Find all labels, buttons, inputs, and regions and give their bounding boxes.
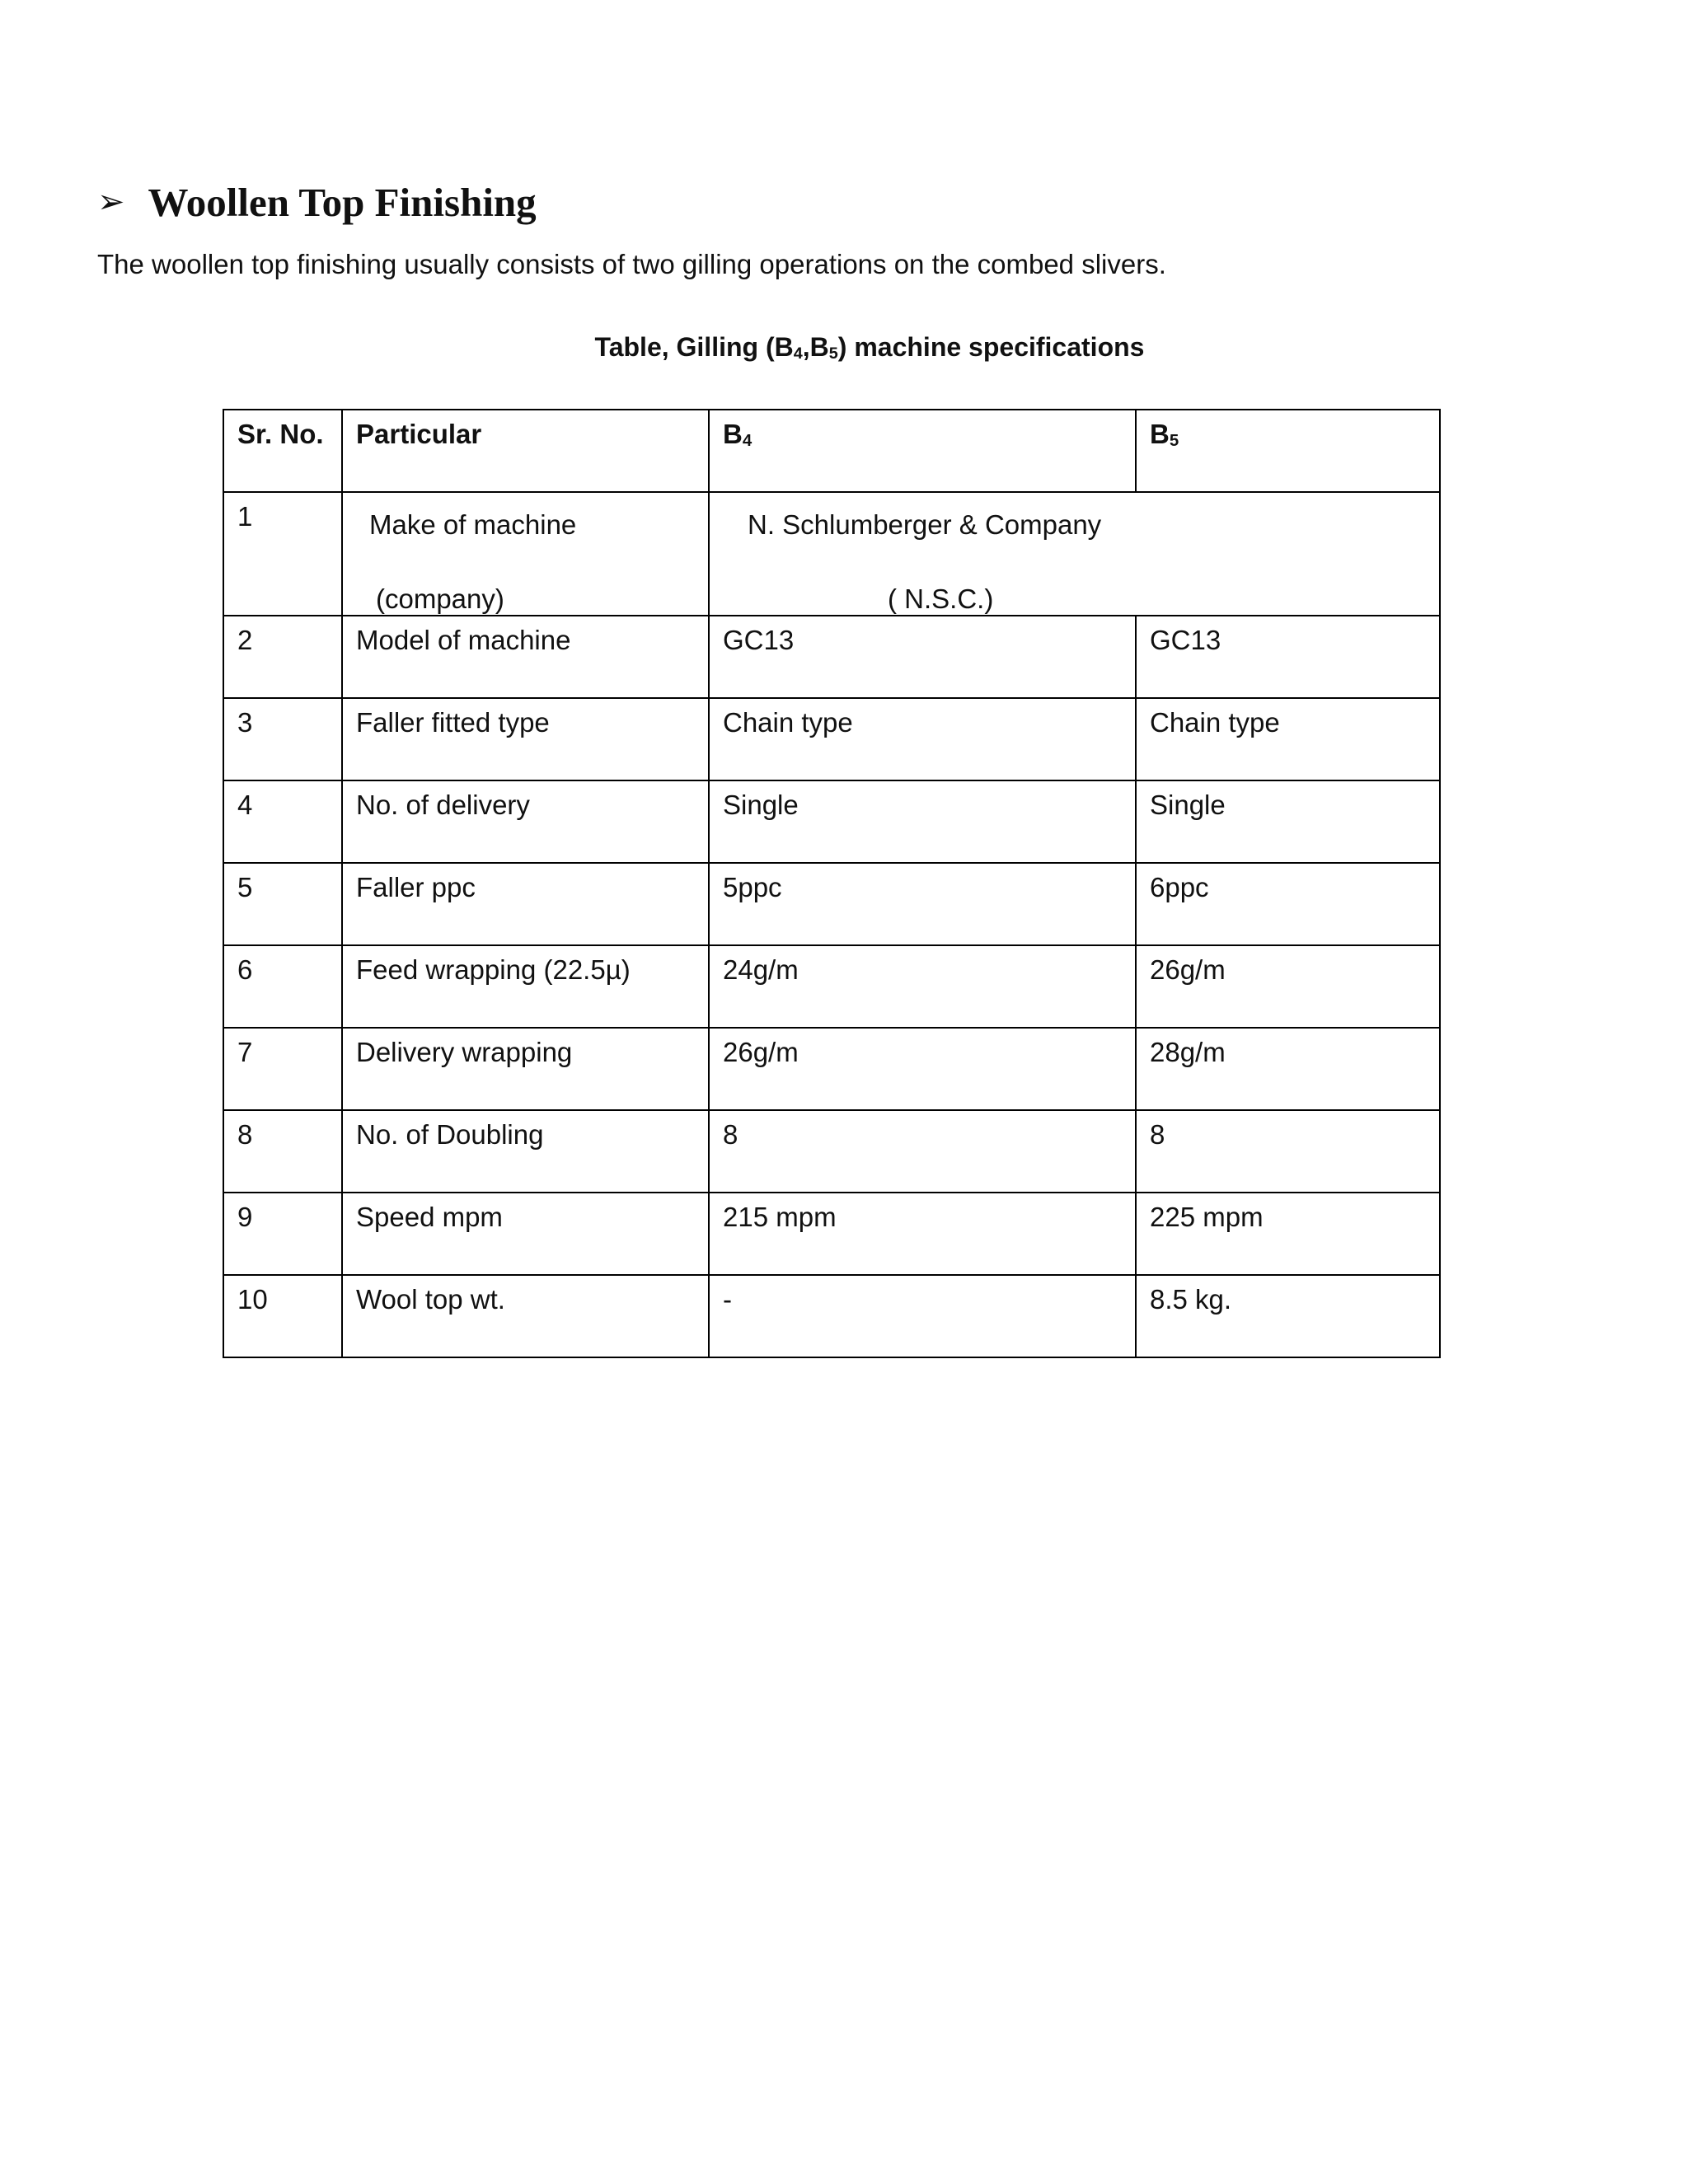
cell-b4: Single <box>709 780 1136 863</box>
arrow-bullet-icon: ➢ <box>97 183 125 221</box>
cell-particular: Faller ppc <box>342 863 709 945</box>
table-row <box>223 1275 1440 1357</box>
header-b4 <box>709 410 1136 492</box>
cell-b4: - <box>709 1275 1136 1357</box>
cell-sr: 3 <box>223 698 342 780</box>
cell-particular: Faller fitted type <box>342 698 709 780</box>
cell-b5: 28g/m <box>1136 1028 1440 1110</box>
cell-sr: 2 <box>223 616 342 698</box>
header-sr-no: Sr. No. <box>223 410 342 492</box>
table-row <box>223 698 1440 780</box>
header-particular: Particular <box>342 410 709 492</box>
cell-b4: Chain type <box>709 698 1136 780</box>
make-value-line-2: ( N.S.C.) <box>888 583 994 614</box>
cell-particular <box>342 492 709 616</box>
cell-b4: 26g/m <box>709 1028 1136 1110</box>
table-row-make <box>223 492 1440 616</box>
cell-b4: 24g/m <box>709 945 1136 1028</box>
table-row <box>223 1193 1440 1275</box>
caption-comma: ,B <box>802 332 829 362</box>
cell-b5: 225 mpm <box>1136 1193 1440 1275</box>
cell-b5: 8 <box>1136 1110 1440 1193</box>
cell-sr: 5 <box>223 863 342 945</box>
table-row <box>223 1110 1440 1193</box>
table-row <box>223 616 1440 698</box>
caption-subscript-4: 4 <box>793 344 803 363</box>
particular-line-1: Make of machine <box>369 509 577 540</box>
cell-sr: 4 <box>223 780 342 863</box>
make-value-line-1: N. Schlumberger & Company <box>748 509 1102 540</box>
cell-sr: 6 <box>223 945 342 1028</box>
cell-sr: 10 <box>223 1275 342 1357</box>
cell-sr: 1 <box>223 492 342 616</box>
section-heading <box>97 175 537 229</box>
specifications-table <box>223 409 1441 1358</box>
table-row <box>223 1028 1440 1110</box>
header-b4-letter: B <box>723 419 743 449</box>
cell-particular: No. of Doubling <box>342 1110 709 1193</box>
cell-sr: 9 <box>223 1193 342 1275</box>
header-b5 <box>1136 410 1440 492</box>
table-row <box>223 945 1440 1028</box>
cell-make-value <box>709 492 1440 616</box>
header-b5-letter: B <box>1150 419 1170 449</box>
cell-b5: 8.5 kg. <box>1136 1275 1440 1357</box>
table-row <box>223 780 1440 863</box>
caption-suffix: ) machine specifications <box>837 332 1145 362</box>
intro-paragraph: The woollen top finishing usually consists of two gilling operations on the combed slivers. <box>97 249 1166 279</box>
cell-b4: GC13 <box>709 616 1136 698</box>
table-header-row <box>223 410 1440 492</box>
cell-b4: 8 <box>709 1110 1136 1193</box>
table-caption <box>0 327 1688 373</box>
cell-particular: No. of delivery <box>342 780 709 863</box>
cell-b5: 6ppc <box>1136 863 1440 945</box>
cell-b4: 215 mpm <box>709 1193 1136 1275</box>
caption-subscript-5: 5 <box>828 344 838 363</box>
cell-b5: Chain type <box>1136 698 1440 780</box>
cell-b5: GC13 <box>1136 616 1440 698</box>
cell-b5: 26g/m <box>1136 945 1440 1028</box>
cell-b5: Single <box>1136 780 1440 863</box>
table-row <box>223 863 1440 945</box>
cell-sr: 8 <box>223 1110 342 1193</box>
cell-particular: Delivery wrapping <box>342 1028 709 1110</box>
section-title: Woollen Top Finishing <box>148 179 537 225</box>
cell-particular: Model of machine <box>342 616 709 698</box>
cell-particular: Feed wrapping (22.5µ) <box>342 945 709 1028</box>
cell-b4: 5ppc <box>709 863 1136 945</box>
cell-particular: Wool top wt. <box>342 1275 709 1357</box>
header-b4-subscript: 4 <box>742 431 753 451</box>
caption-prefix: Table, Gilling (B <box>594 332 794 362</box>
particular-line-2: (company) <box>376 583 504 614</box>
cell-particular: Speed mpm <box>342 1193 709 1275</box>
cell-sr: 7 <box>223 1028 342 1110</box>
header-b5-subscript: 5 <box>1169 431 1179 451</box>
